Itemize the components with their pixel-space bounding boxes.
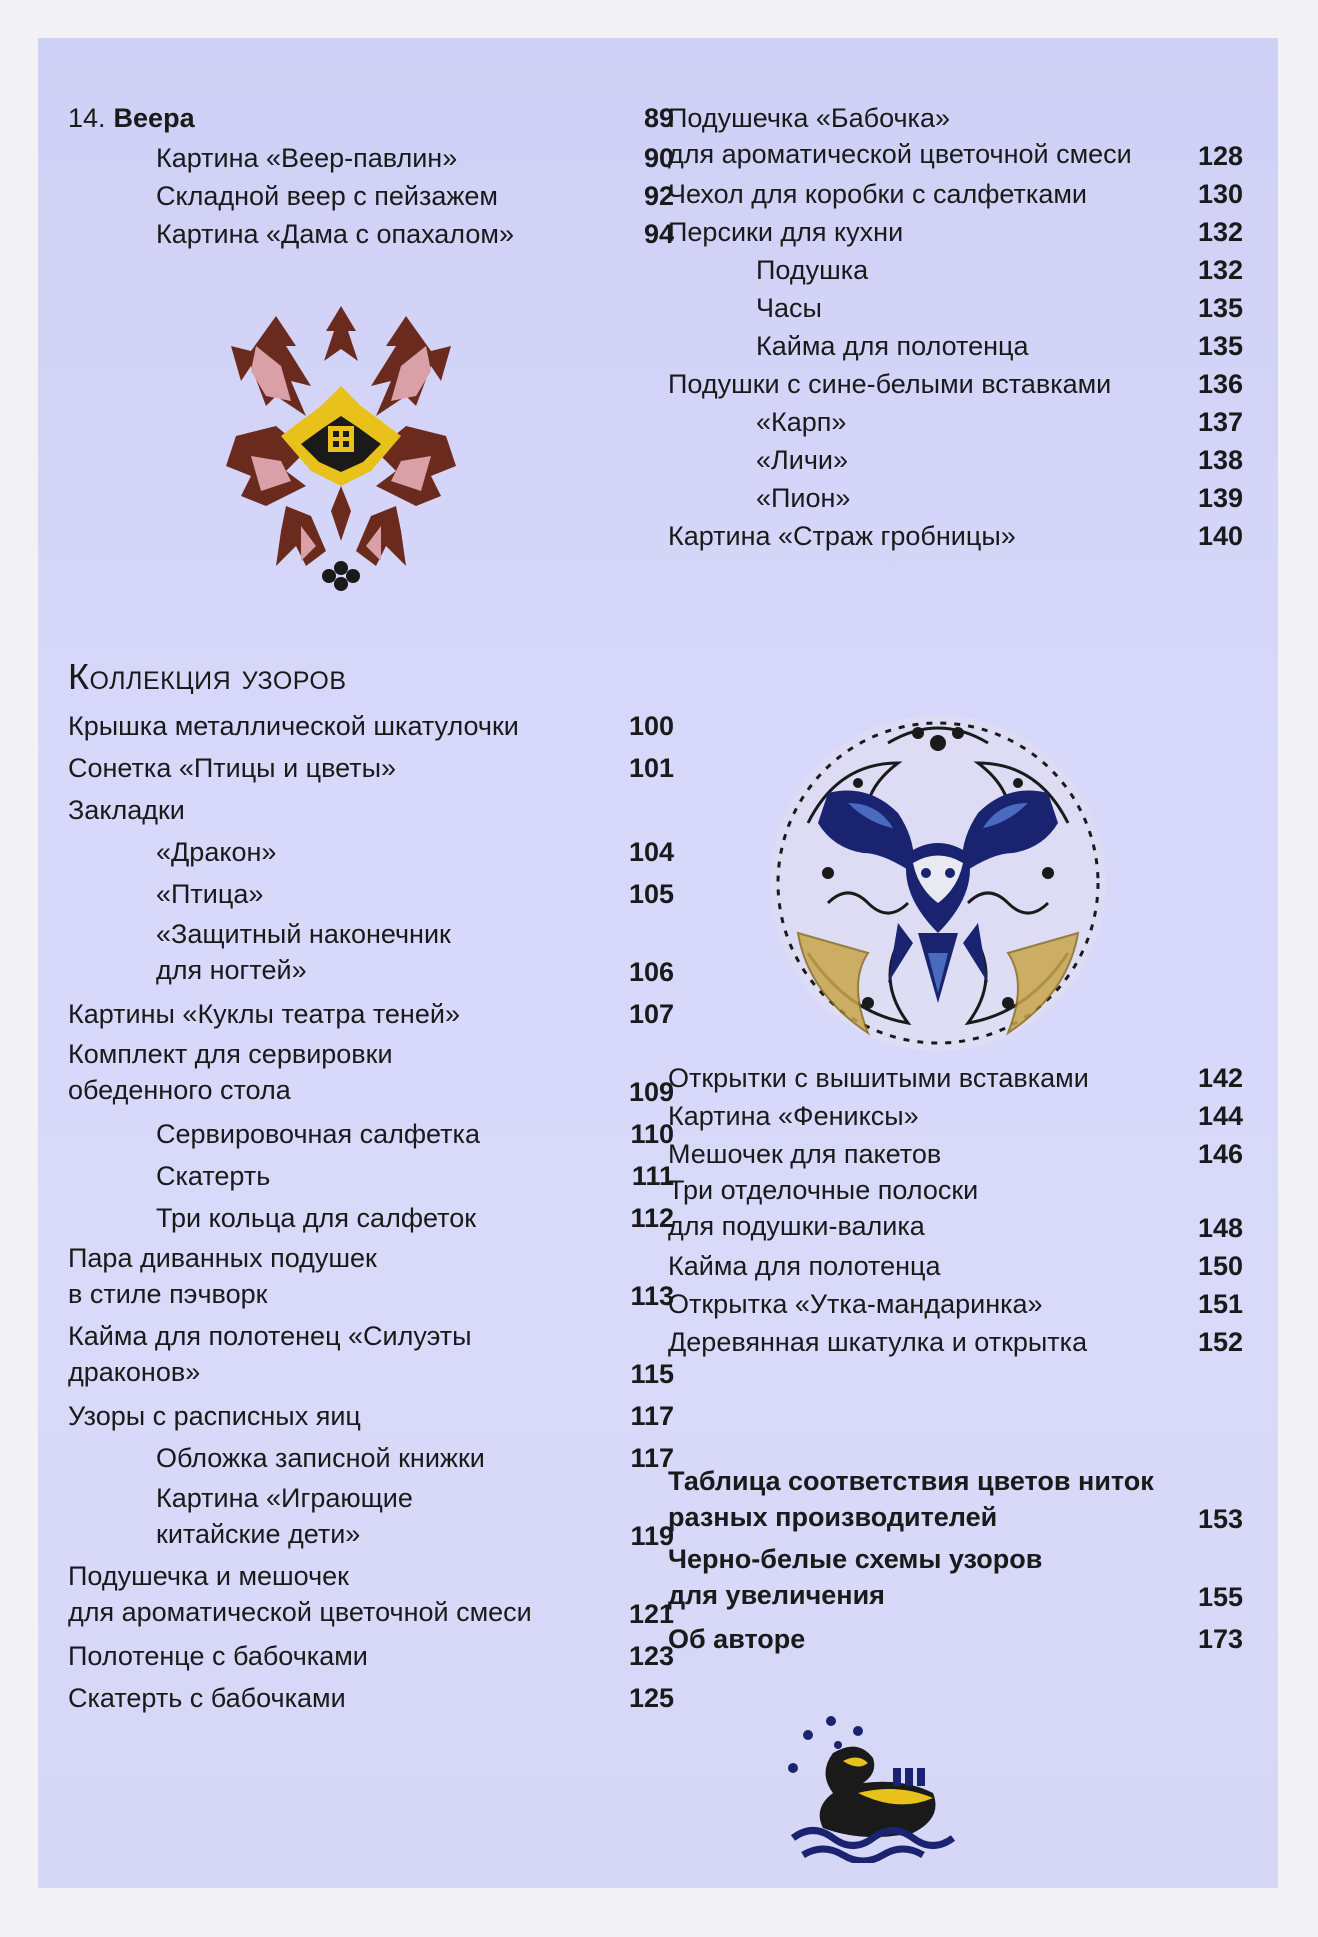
toc-entry[interactable] [668,326,1243,366]
toc-entry-line: Часы [756,293,822,323]
page-number: 113 [630,1281,674,1311]
toc-entry-title [756,288,822,328]
page-number: 107 [628,999,674,1029]
toc-page [38,38,1278,1888]
toc-entry[interactable] [68,790,674,830]
toc-entry-title [156,1438,485,1478]
toc-entry-line: драконов» [68,1357,201,1387]
page-number: 111 [631,1161,674,1191]
toc-entry-title [68,1036,393,1108]
toc-entry-line: Три отделочные полоски [668,1175,979,1205]
toc-entry-line: Картина «Страж гробницы» [668,521,1016,551]
page-number: 117 [630,1401,674,1431]
page-number: 135 [1197,293,1243,323]
page-number: 89 [643,103,674,133]
toc-entry-line: Деревянная шкатулка и открытка [668,1327,1088,1357]
toc-entry-line: «Птица» [156,879,264,909]
toc-entry[interactable] [668,440,1243,480]
page-number: 137 [1197,407,1243,437]
toc-entry[interactable] [68,1636,674,1676]
toc-entry-line: Скатерть [156,1161,271,1191]
toc-entry-title [156,916,451,988]
toc-entry-title [668,212,903,252]
toc-entry-title [68,1318,472,1390]
toc-entry[interactable] [68,214,674,254]
toc-entry-title [156,1114,480,1154]
toc-entry-line: обеденного стола [68,1075,291,1105]
toc-entry-line: «Пион» [756,483,851,513]
toc-entry-title [668,100,1132,172]
toc-entry-title [68,790,185,830]
page-number: 115 [630,1359,674,1389]
toc-entry-title [668,516,1016,556]
toc-entry-title [756,402,846,442]
page-number: 136 [1197,369,1243,399]
toc-entry-title [668,1246,941,1286]
page-number: 135 [1197,331,1243,361]
toc-entry-line: для подушки-валика [668,1211,925,1241]
toc-chapter-14[interactable] [68,98,674,138]
toc-entry-title: Картина «Веер-павлин» [156,143,458,173]
toc-entry-line: Сонетка «Птицы и цветы» [68,753,397,783]
toc-entry-line: «Личи» [756,445,848,475]
toc-entry[interactable] [68,706,674,746]
page-number: 92 [643,181,674,211]
phoenix-medallion-icon [768,703,1108,1063]
toc-entry-title [156,1156,270,1196]
page-number: 101 [628,753,674,783]
toc-entry-line: Черно-белые схемы узоров [668,1544,1043,1574]
chapter-title: Веера [113,103,195,133]
toc-entry[interactable] [668,212,1243,252]
toc-entry-line: Кайма для полотенца [756,331,1029,361]
page-number: 105 [628,879,674,909]
toc-entry[interactable] [68,1156,674,1196]
page-number: 121 [628,1599,674,1629]
toc-entry-line: Комплект для сервировки [68,1039,393,1069]
toc-entry-line: китайские дети» [156,1519,361,1549]
toc-entry-line: Персики для кухни [668,217,904,247]
toc-entry[interactable] [668,1541,1243,1617]
page-number: 128 [1197,141,1243,171]
page-number: 139 [1197,483,1243,513]
toc-entry-title [68,1678,346,1718]
page-number: 140 [1197,521,1243,551]
toc-entry[interactable] [668,1246,1243,1286]
toc-entry-title [156,1480,413,1552]
toc-entry[interactable] [68,1036,674,1112]
flower-motif-icon [216,306,466,596]
toc-entry-title [668,1619,805,1659]
toc-entry[interactable] [68,1438,674,1478]
page-number: 132 [1197,217,1243,247]
toc-entry-title [68,1558,532,1630]
toc-entry[interactable] [68,1678,674,1718]
toc-entry-title [156,832,276,872]
page-number: 109 [628,1077,674,1107]
toc-entry-line: «Дракон» [156,837,277,867]
toc-entry-line: Картины «Куклы театра теней» [68,999,460,1029]
toc-entry-title [668,1284,1043,1324]
toc-entry-line: для ароматической цветочной смеси [668,139,1132,169]
toc-entry-line: Мешочек для пакетов [668,1139,942,1169]
toc-entry[interactable] [68,874,674,914]
toc-entry[interactable] [668,516,1243,556]
toc-entry[interactable] [668,1058,1243,1098]
page-number: 173 [1197,1624,1243,1654]
toc-entry-line: Открытки с вышитыми вставками [668,1063,1089,1093]
toc-entry-line: для ароматической цветочной смеси [68,1597,532,1627]
toc-entry-title [156,1198,476,1238]
toc-entry[interactable] [668,1322,1243,1362]
toc-entry[interactable] [668,288,1243,328]
toc-entry-line: для ногтей» [156,955,307,985]
toc-entry-title [756,440,848,480]
page-number: 148 [1197,1213,1243,1243]
toc-entry-title [68,1636,368,1676]
toc-entry[interactable] [68,1396,674,1436]
toc-entry[interactable] [68,1480,674,1556]
toc-entry-line: Чехол для коробки с салфетками [668,179,1087,209]
toc-entry-title [668,1463,1154,1535]
toc-entry-line: Подушечка «Бабочка» [668,103,950,133]
toc-entry-line: Сервировочная салфетка [156,1119,480,1149]
toc-entry[interactable] [68,176,674,216]
page-number: 125 [628,1683,674,1713]
toc-entry-title [68,748,396,788]
page-number: 119 [630,1521,674,1551]
toc-entry-line: Подушки с сине-белыми вставками [668,369,1112,399]
toc-entry[interactable] [68,1318,674,1394]
toc-entry[interactable] [668,1619,1243,1659]
toc-entry-line: Картина «Фениксы» [668,1101,919,1131]
page-number: 90 [643,143,674,173]
page-number: 94 [643,219,674,249]
section-heading: Коллекция узоров [68,656,347,697]
toc-entry[interactable] [668,174,1243,214]
toc-entry-title [756,478,850,518]
toc-entry-title [668,1172,978,1244]
toc-entry[interactable] [668,100,1243,176]
toc-entry-title [668,1322,1087,1362]
toc-entry-title [68,706,519,746]
toc-entry-title [68,1396,361,1436]
toc-entry[interactable] [668,1172,1243,1248]
toc-entry[interactable] [668,1463,1243,1539]
page-number: 142 [1197,1063,1243,1093]
toc-entry-line: Закладки [68,795,185,825]
page-number: 132 [1197,255,1243,285]
page-number: 150 [1197,1251,1243,1281]
toc-entry-title [668,174,1087,214]
toc-entry-line: Крышка металлической шкатулочки [68,711,519,741]
toc-entry-title [668,1096,919,1136]
toc-entry[interactable] [68,916,674,992]
toc-entry-line: Узоры с расписных яиц [68,1401,361,1431]
page-number: 100 [628,711,674,741]
page-number: 153 [1197,1504,1243,1534]
toc-entry-line: Скатерть с бабочками [68,1683,346,1713]
page-number: 110 [630,1119,674,1149]
toc-entry-title [668,1058,1089,1098]
page-number: 152 [1197,1327,1243,1357]
toc-entry-line: Открытка «Утка-мандаринка» [668,1289,1043,1319]
toc-entry[interactable] [68,1114,674,1154]
chapter-number: 14. [68,103,106,133]
toc-entry-title [156,874,263,914]
page-number: 146 [1197,1139,1243,1169]
toc-entry-line: Об авторе [668,1624,806,1654]
page-number: 138 [1197,445,1243,475]
toc-entry-line: «Карп» [756,407,847,437]
toc-entry-title [668,1541,1042,1613]
toc-entry[interactable] [668,1096,1243,1136]
toc-entry-title [68,1240,377,1312]
toc-entry[interactable] [68,138,674,178]
toc-entry-line: Таблица соответствия цветов ниток [668,1466,1154,1496]
toc-entry-line: для увеличения [668,1580,885,1610]
toc-entry-line: Пара диванных подушек [68,1243,377,1273]
toc-entry-line: Подушечка и мешочек [68,1561,349,1591]
toc-entry[interactable] [668,1284,1243,1324]
toc-entry-title [668,364,1111,404]
page-number: 130 [1197,179,1243,209]
toc-entry-line: в стиле пэчворк [68,1279,268,1309]
toc-entry-title [756,250,868,290]
toc-entry-line: «Защитный наконечник [156,919,451,949]
toc-entry-title: Складной веер с пейзажем [156,181,498,211]
page-number: 106 [628,957,674,987]
page-number: 144 [1197,1101,1243,1131]
toc-entry[interactable] [668,1134,1243,1174]
toc-entry-line: Кайма для полотенца [668,1251,941,1281]
toc-entry-title [756,326,1029,366]
toc-entry-line: Кайма для полотенец «Силуэты [68,1321,472,1351]
toc-entry-line: Три кольца для салфеток [156,1203,477,1233]
page-number: 123 [628,1641,674,1671]
toc-entry[interactable] [668,250,1243,290]
toc-entry[interactable] [68,748,674,788]
toc-entry-line: Картина «Играющие [156,1483,413,1513]
page-number: 104 [628,837,674,867]
toc-entry-line: разных производителей [668,1502,998,1532]
toc-entry-line: Полотенце с бабочками [68,1641,368,1671]
toc-entry-line: Подушка [756,255,869,285]
toc-entry[interactable] [68,1198,674,1238]
toc-entry[interactable] [68,1240,674,1316]
toc-entry[interactable] [68,994,674,1034]
toc-entry[interactable] [68,832,674,872]
toc-entry[interactable] [668,478,1243,518]
duck-motif-icon [783,1713,983,1863]
page-number: 117 [630,1443,674,1473]
toc-entry[interactable] [668,402,1243,442]
page-number: 112 [630,1203,674,1233]
toc-entry[interactable] [68,1558,674,1634]
toc-entry[interactable] [668,364,1243,404]
toc-entry-title [668,1134,941,1174]
toc-entry-title: Картина «Дама с опахалом» [156,219,514,249]
page-number: 151 [1197,1289,1243,1319]
toc-entry-title [68,994,460,1034]
toc-entry-line: Обложка записной книжки [156,1443,485,1473]
page-number: 155 [1197,1582,1243,1612]
